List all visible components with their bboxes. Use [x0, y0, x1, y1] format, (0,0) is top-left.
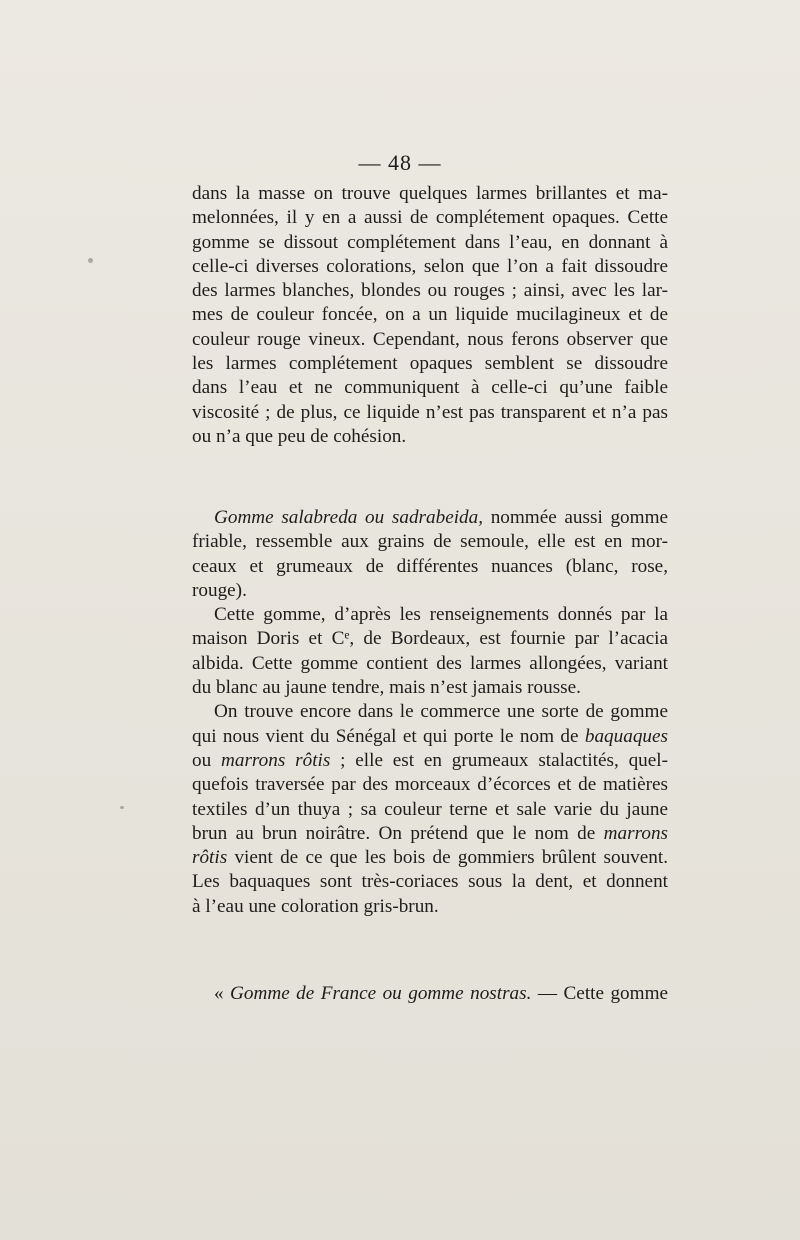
quote-mark: « [214, 983, 231, 1004]
text-line: des larmes blanches, blondes ou rouges ; ainsi, avec les lar- [192, 280, 668, 302]
text-line [192, 822, 668, 846]
text-line [192, 725, 668, 749]
text-line: gomme se dissout complétement dans l’eau, en donnant à [192, 231, 668, 253]
text-line: à l’eau une coloration gris-brun. [192, 895, 439, 917]
text-run: nommée aussi gomme [483, 507, 669, 528]
text-line: Les baquaques sont très-coriaces sous la dent, et donnent [192, 871, 668, 893]
text-line: mes de couleur foncée, on a un liquide mucilagineux et de [192, 304, 668, 326]
text-run: vient de ce que les bois de gommiers brûlent souvent. [227, 847, 668, 869]
text-line [192, 846, 668, 870]
paragraph-5 [192, 982, 668, 1006]
ink-speck [120, 806, 124, 809]
text-line: albida. Cette gomme contient des larmes allongées, variant [192, 652, 668, 674]
text-line: dans l’eau et ne communiquent à celle-ci qu’une faible [192, 377, 668, 399]
text-line [192, 982, 668, 1006]
italic-term: marrons [603, 822, 668, 844]
text-run: brun au brun noirâtre. On prétend que le nom de [192, 822, 604, 844]
text-line: Cette gomme, d’après les renseignements donnés par la [214, 604, 668, 626]
text-line: friable, ressemble aux grains de semoule, elle est en mor- [192, 531, 668, 553]
text-run: ou [192, 749, 221, 771]
text-line: maison Doris et Cᵉ, de Bordeaux, est fournie par l’acacia [192, 628, 668, 650]
text-line: ceaux et grumeaux de différentes nuances (blanc, rose, [192, 555, 668, 577]
paragraph-2 [192, 506, 668, 919]
text-line: du blanc au jaune tendre, mais n’est jamais rousse. [192, 677, 581, 699]
text-line: rouge). [192, 579, 247, 601]
text-line: celle-ci diverses colorations, selon que l’on a fait dissoudre [192, 255, 668, 277]
text-line: les larmes complétement opaques semblent se dissoudre [192, 353, 668, 375]
italic-term: rôtis [192, 847, 228, 869]
section-heading-italic: Gomme de France ou gomme nostras. [230, 983, 532, 1004]
italic-term: marrons rôtis [221, 749, 331, 771]
text-line: dans la masse on trouve quelques larmes brillantes et ma- [192, 183, 668, 204]
ink-speck [88, 258, 93, 263]
text-line: textiles d’un thuya ; sa couleur terne et sale varie du jaune [192, 798, 668, 820]
text-line: quefois traversée par des morceaux d’écorces et de matières [192, 774, 668, 796]
text-line [192, 506, 668, 530]
text-line: On trouve encore dans le commerce une sorte de gomme [214, 701, 668, 723]
page-number: — 48 — [358, 150, 442, 175]
italic-term: baquaques [584, 725, 668, 747]
text-run: qui nous vient du Sénégal et qui porte le nom de [192, 725, 585, 747]
paragraph-1 [192, 182, 668, 449]
text-line: ou n’a que peu de cohésion. [192, 425, 407, 447]
text-line: couleur rouge vineux. Cependant, nous ferons observer que [192, 328, 668, 350]
text-line [192, 749, 668, 773]
text-line: melonnées, il y en a aussi de complétement opaques. Cette [192, 207, 668, 229]
text-run: — Cette gomme [531, 983, 669, 1004]
text-line: viscosité ; de plus, ce liquide n’est pas transparent et n’a pas [192, 401, 668, 423]
text-run: ; elle est en grumeaux stalactités, quel- [330, 749, 669, 771]
gum-name-italic: Gomme salabreda ou sadrabeida, [214, 507, 484, 528]
